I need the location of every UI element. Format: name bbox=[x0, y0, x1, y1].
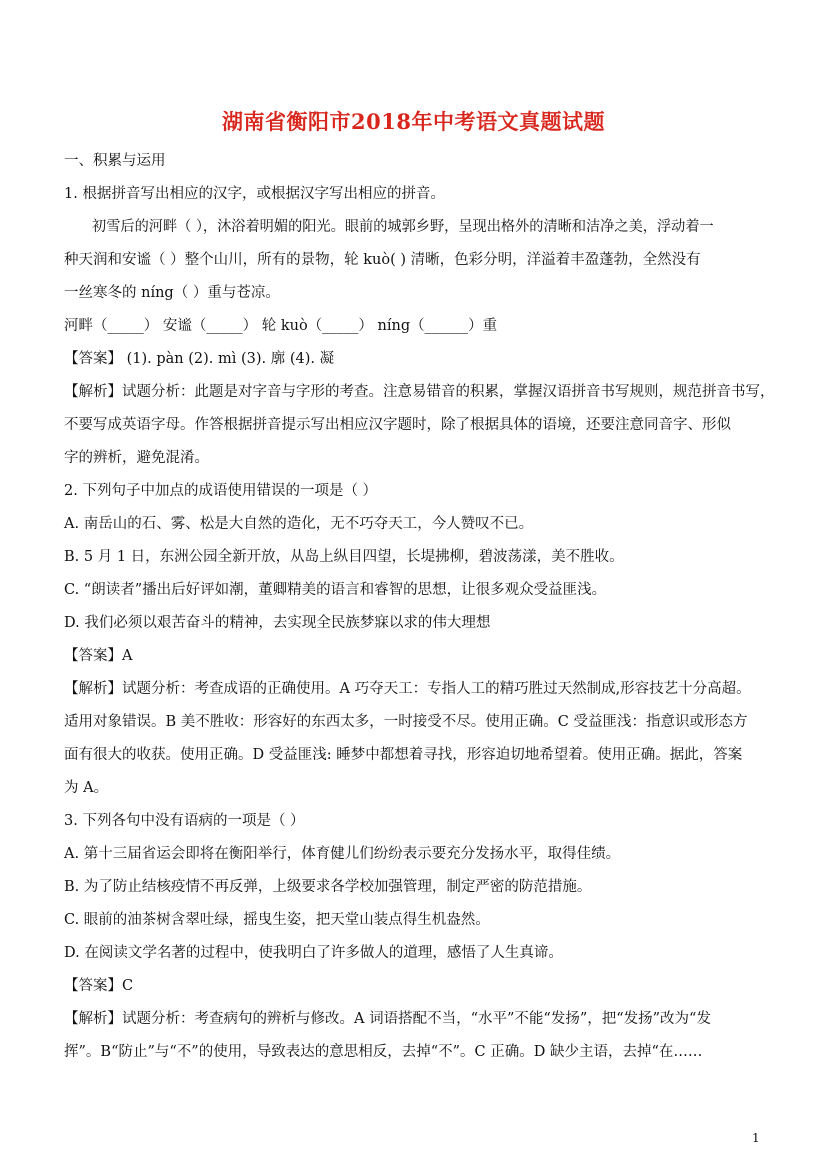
answer-1: 【答案】 (1). pàn (2). mì (3). 廓 (4). 凝 bbox=[64, 351, 335, 367]
option-d: D. 在阅读文学名著的过程中，使我明白了许多做人的道理，感悟了人生真谛。 bbox=[64, 945, 563, 961]
option-b: B. 为了防止结核疫情不再反弹，上级要求各学校加强管理，制定严密的防范措施。 bbox=[64, 879, 592, 895]
passage-line: 种天润和安谧（ ）整个山川，所有的景物，轮 kuò( ) 清晰，色彩分明，洋溢着丰盈蓬勃，全然没有 bbox=[64, 252, 701, 268]
option-a: A. 南岳山的石、雾、松是大自然的造化，无不巧夺天工，今人赞叹不已。 bbox=[64, 516, 534, 532]
question-3: 3. 下列各句中没有语病的一项是（ ） bbox=[64, 813, 305, 829]
page-title: 湖南省衡阳市2018年中考语文真题试题 bbox=[222, 109, 605, 134]
analysis-line: 不要写成英语字母。作答根据拼音提示写出相应汉字题时，除了根据具体的语境，还要注意同音字、形似 bbox=[64, 417, 731, 433]
option-b: B. 5 月 1 日，东洲公园全新开放，从岛上纵目四望，长堤拂柳，碧波荡漾，美不胜收。 bbox=[64, 549, 624, 565]
question-2: 2. 下列句子中加点的成语使用错误的一项是（ ） bbox=[64, 483, 378, 499]
option-a: A. 第十三届省运会即将在衡阳举行，体育健儿们纷纷表示要充分发扬水平，取得佳绩。 bbox=[64, 846, 621, 862]
fill-blank-row: 河畔（_____） 安谧（_____） 轮 kuò（_____） níng（______）重 bbox=[64, 318, 498, 334]
analysis-line: 【解析】试题分析：考查病句的辨析与修改。A 词语搭配不当，“水平”不能“发扬”，把“发扬”改为“发 bbox=[64, 1011, 711, 1027]
analysis-line: 面有很大的收获。使用正确。D 受益匪浅: 睡梦中都想着寻找，形容迫切地希望着。使用正确。据此，答案 bbox=[64, 747, 743, 763]
passage-line: 初雪后的河畔（ ），沐浴着明媚的阳光。眼前的城郭乡野，呈现出格外的清晰和洁净之美，浮动着一 bbox=[92, 219, 714, 235]
option-d: D. 我们必须以艰苦奋斗的精神，去实现全民族梦寐以求的伟大理想 bbox=[64, 615, 491, 631]
passage-line: 一丝寒冬的 níng（ ）重与苍凉。 bbox=[64, 285, 280, 301]
answer-2: 【答案】A bbox=[64, 648, 133, 664]
option-c: C. “朗读者”播出后好评如潮，董卿精美的语言和睿智的思想，让很多观众受益匪浅。 bbox=[64, 582, 607, 598]
answer-3: 【答案】C bbox=[64, 978, 134, 994]
question-1: 1. 根据拼音写出相应的汉字，或根据汉字写出相应的拼音。 bbox=[64, 186, 445, 202]
analysis-line: 挥”。B“防止”与“不”的使用，导致表达的意思相反，去掉“不”。C 正确。D 缺少主语，去掉“在…… bbox=[64, 1044, 703, 1060]
analysis-line: 为 A。 bbox=[64, 780, 109, 796]
option-c: C. 眼前的油茶树含翠吐绿，摇曳生姿，把天堂山装点得生机盎然。 bbox=[64, 912, 490, 928]
analysis-line: 字的辨析，避免混淆。 bbox=[64, 450, 209, 466]
analysis-line: 适用对象错误。B 美不胜收：形容好的东西太多，一时接受不尽。使用正确。C 受益匪浅：指意识或形态方 bbox=[64, 714, 748, 730]
analysis-line: 【解析】试题分析：此题是对字音与字形的考查。注意易错音的积累，掌握汉语拼音书写规则，规范拼音书写， bbox=[64, 384, 775, 400]
page-number: 1 bbox=[752, 1131, 760, 1145]
section-heading: 一、积累与运用 bbox=[64, 153, 166, 169]
analysis-line: 【解析】试题分析：考查成语的正确使用。A 巧夺天工：专指人工的精巧胜过天然制成,形容技艺十分高超。 bbox=[64, 681, 751, 697]
